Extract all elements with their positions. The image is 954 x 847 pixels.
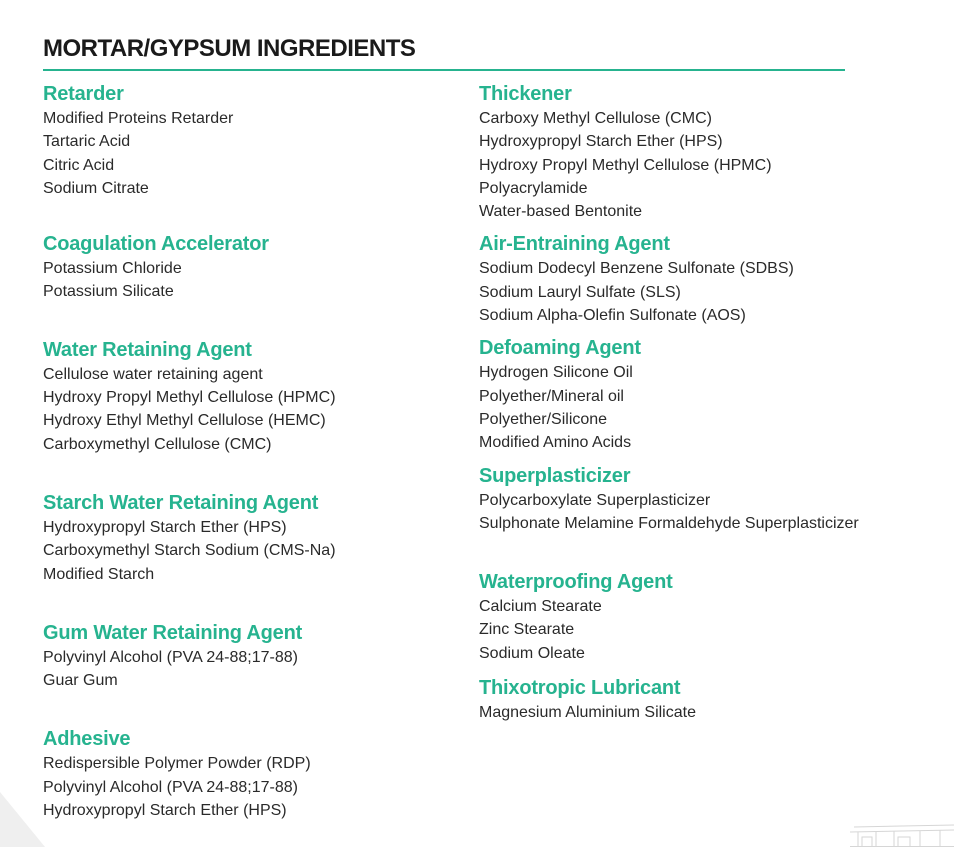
section-waterproofing-agent	[479, 569, 939, 665]
list-item: Hydroxypropyl Starch Ether (HPS)	[479, 133, 723, 151]
page-title: MORTAR/GYPSUM INGREDIENTS	[43, 35, 416, 62]
building-line-art-icon	[850, 823, 954, 847]
section-heading: Coagulation Accelerator	[43, 233, 269, 256]
list-item: Hydrogen Silicone Oil	[479, 364, 633, 382]
ingredient-list	[43, 752, 443, 822]
section-adhesive	[43, 726, 443, 822]
list-item: Calcium Stearate	[479, 598, 602, 616]
section-thixotropic-lubricant	[479, 675, 939, 724]
list-item: Modified Starch	[43, 565, 155, 583]
list-item: Carboxy Methyl Cellulose (CMC)	[479, 110, 712, 127]
section-heading: Gum Water Retaining Agent	[43, 621, 303, 644]
list-item: Polyvinyl Alcohol (PVA 24-88;17-88)	[43, 648, 298, 666]
section-heading: Thickener	[479, 83, 572, 105]
list-item: Hydroxy Propyl Methyl Cellulose (HPMC)	[479, 156, 772, 174]
ingredient-list	[43, 107, 443, 200]
list-item: Sodium Citrate	[43, 179, 149, 197]
list-item: Hydroxypropyl Starch Ether (HPS)	[43, 802, 287, 820]
section-heading: Superplasticizer	[479, 464, 631, 487]
right-column	[479, 81, 939, 724]
list-item: Sulphonate Melamine Formaldehyde Superplasticizer	[479, 514, 859, 532]
list-item: Citric Acid	[43, 156, 115, 174]
ingredient-list	[43, 363, 443, 456]
section-heading: Water Retaining Agent	[43, 338, 252, 361]
section-superplasticizer	[479, 463, 939, 536]
section-heading: Defoaming Agent	[479, 337, 641, 360]
list-item: Polyvinyl Alcohol (PVA 24-88;17-88)	[43, 778, 298, 796]
list-item: Cellulose water retaining agent	[43, 365, 263, 383]
list-item: Sodium Lauryl Sulfate (SLS)	[479, 283, 681, 301]
list-item: Hydroxy Ethyl Methyl Cellulose (HEMC)	[43, 412, 326, 430]
list-item: Modified Amino Acids	[479, 434, 632, 452]
ingredient-list	[479, 361, 939, 454]
list-item: Carboxymethyl Starch Sodium (CMS-Na)	[43, 542, 336, 560]
section-defoaming-agent	[479, 335, 939, 454]
list-item: Potassium Silicate	[43, 283, 174, 301]
list-item: Potassium Chloride	[43, 260, 182, 278]
section-retarder	[43, 81, 443, 200]
list-item: Redispersible Polymer Powder (RDP)	[43, 755, 311, 773]
section-thickener	[479, 81, 939, 223]
list-item: Sodium Alpha-Olefin Sulfonate (AOS)	[479, 307, 746, 325]
ingredient-list	[479, 489, 939, 536]
section-heading: Adhesive	[43, 728, 131, 751]
section-heading: Thixotropic Lubricant	[479, 677, 681, 700]
list-item: Hydroxypropyl Starch Ether (HPS)	[43, 518, 287, 536]
section-heading: Retarder	[43, 83, 124, 105]
list-item: Sodium Dodecyl Benzene Sulfonate (SDBS)	[479, 260, 794, 278]
list-item: Modified Proteins Retarder	[43, 110, 234, 127]
ingredient-list	[479, 257, 939, 327]
ingredient-list	[479, 701, 939, 724]
list-item: Sodium Oleate	[479, 644, 585, 662]
list-item: Zinc Stearate	[479, 621, 575, 639]
corner-decoration	[0, 792, 45, 847]
list-item: Water-based Bentonite	[479, 203, 643, 221]
list-item: Polyether/Silicone	[479, 410, 608, 428]
section-starch-water-retaining-agent	[43, 490, 443, 586]
list-item: Carboxymethyl Cellulose (CMC)	[43, 435, 272, 453]
list-item: Magnesium Aluminium Silicate	[479, 704, 696, 722]
list-item: Polycarboxylate Superplasticizer	[479, 491, 711, 509]
list-item: Polyether/Mineral oil	[479, 387, 624, 405]
ingredient-list	[43, 516, 443, 586]
section-gum-water-retaining-agent	[43, 620, 443, 693]
section-water-retaining-agent	[43, 337, 443, 456]
section-coagulation-accelerator	[43, 231, 443, 304]
section-air-entraining-agent	[479, 231, 939, 327]
list-item: Polyacrylamide	[479, 179, 588, 197]
title-divider	[43, 69, 845, 71]
ingredient-list	[43, 257, 443, 304]
section-heading: Starch Water Retaining Agent	[43, 491, 319, 514]
list-item: Tartaric Acid	[43, 133, 131, 151]
list-item: Hydroxy Propyl Methyl Cellulose (HPMC)	[43, 389, 336, 407]
list-item: Guar Gum	[43, 672, 118, 690]
ingredient-list	[479, 107, 939, 223]
left-column	[43, 81, 443, 822]
ingredient-list	[479, 595, 939, 665]
section-heading: Waterproofing Agent	[479, 571, 673, 594]
ingredient-list	[43, 646, 443, 693]
section-heading: Air-Entraining Agent	[479, 233, 670, 256]
